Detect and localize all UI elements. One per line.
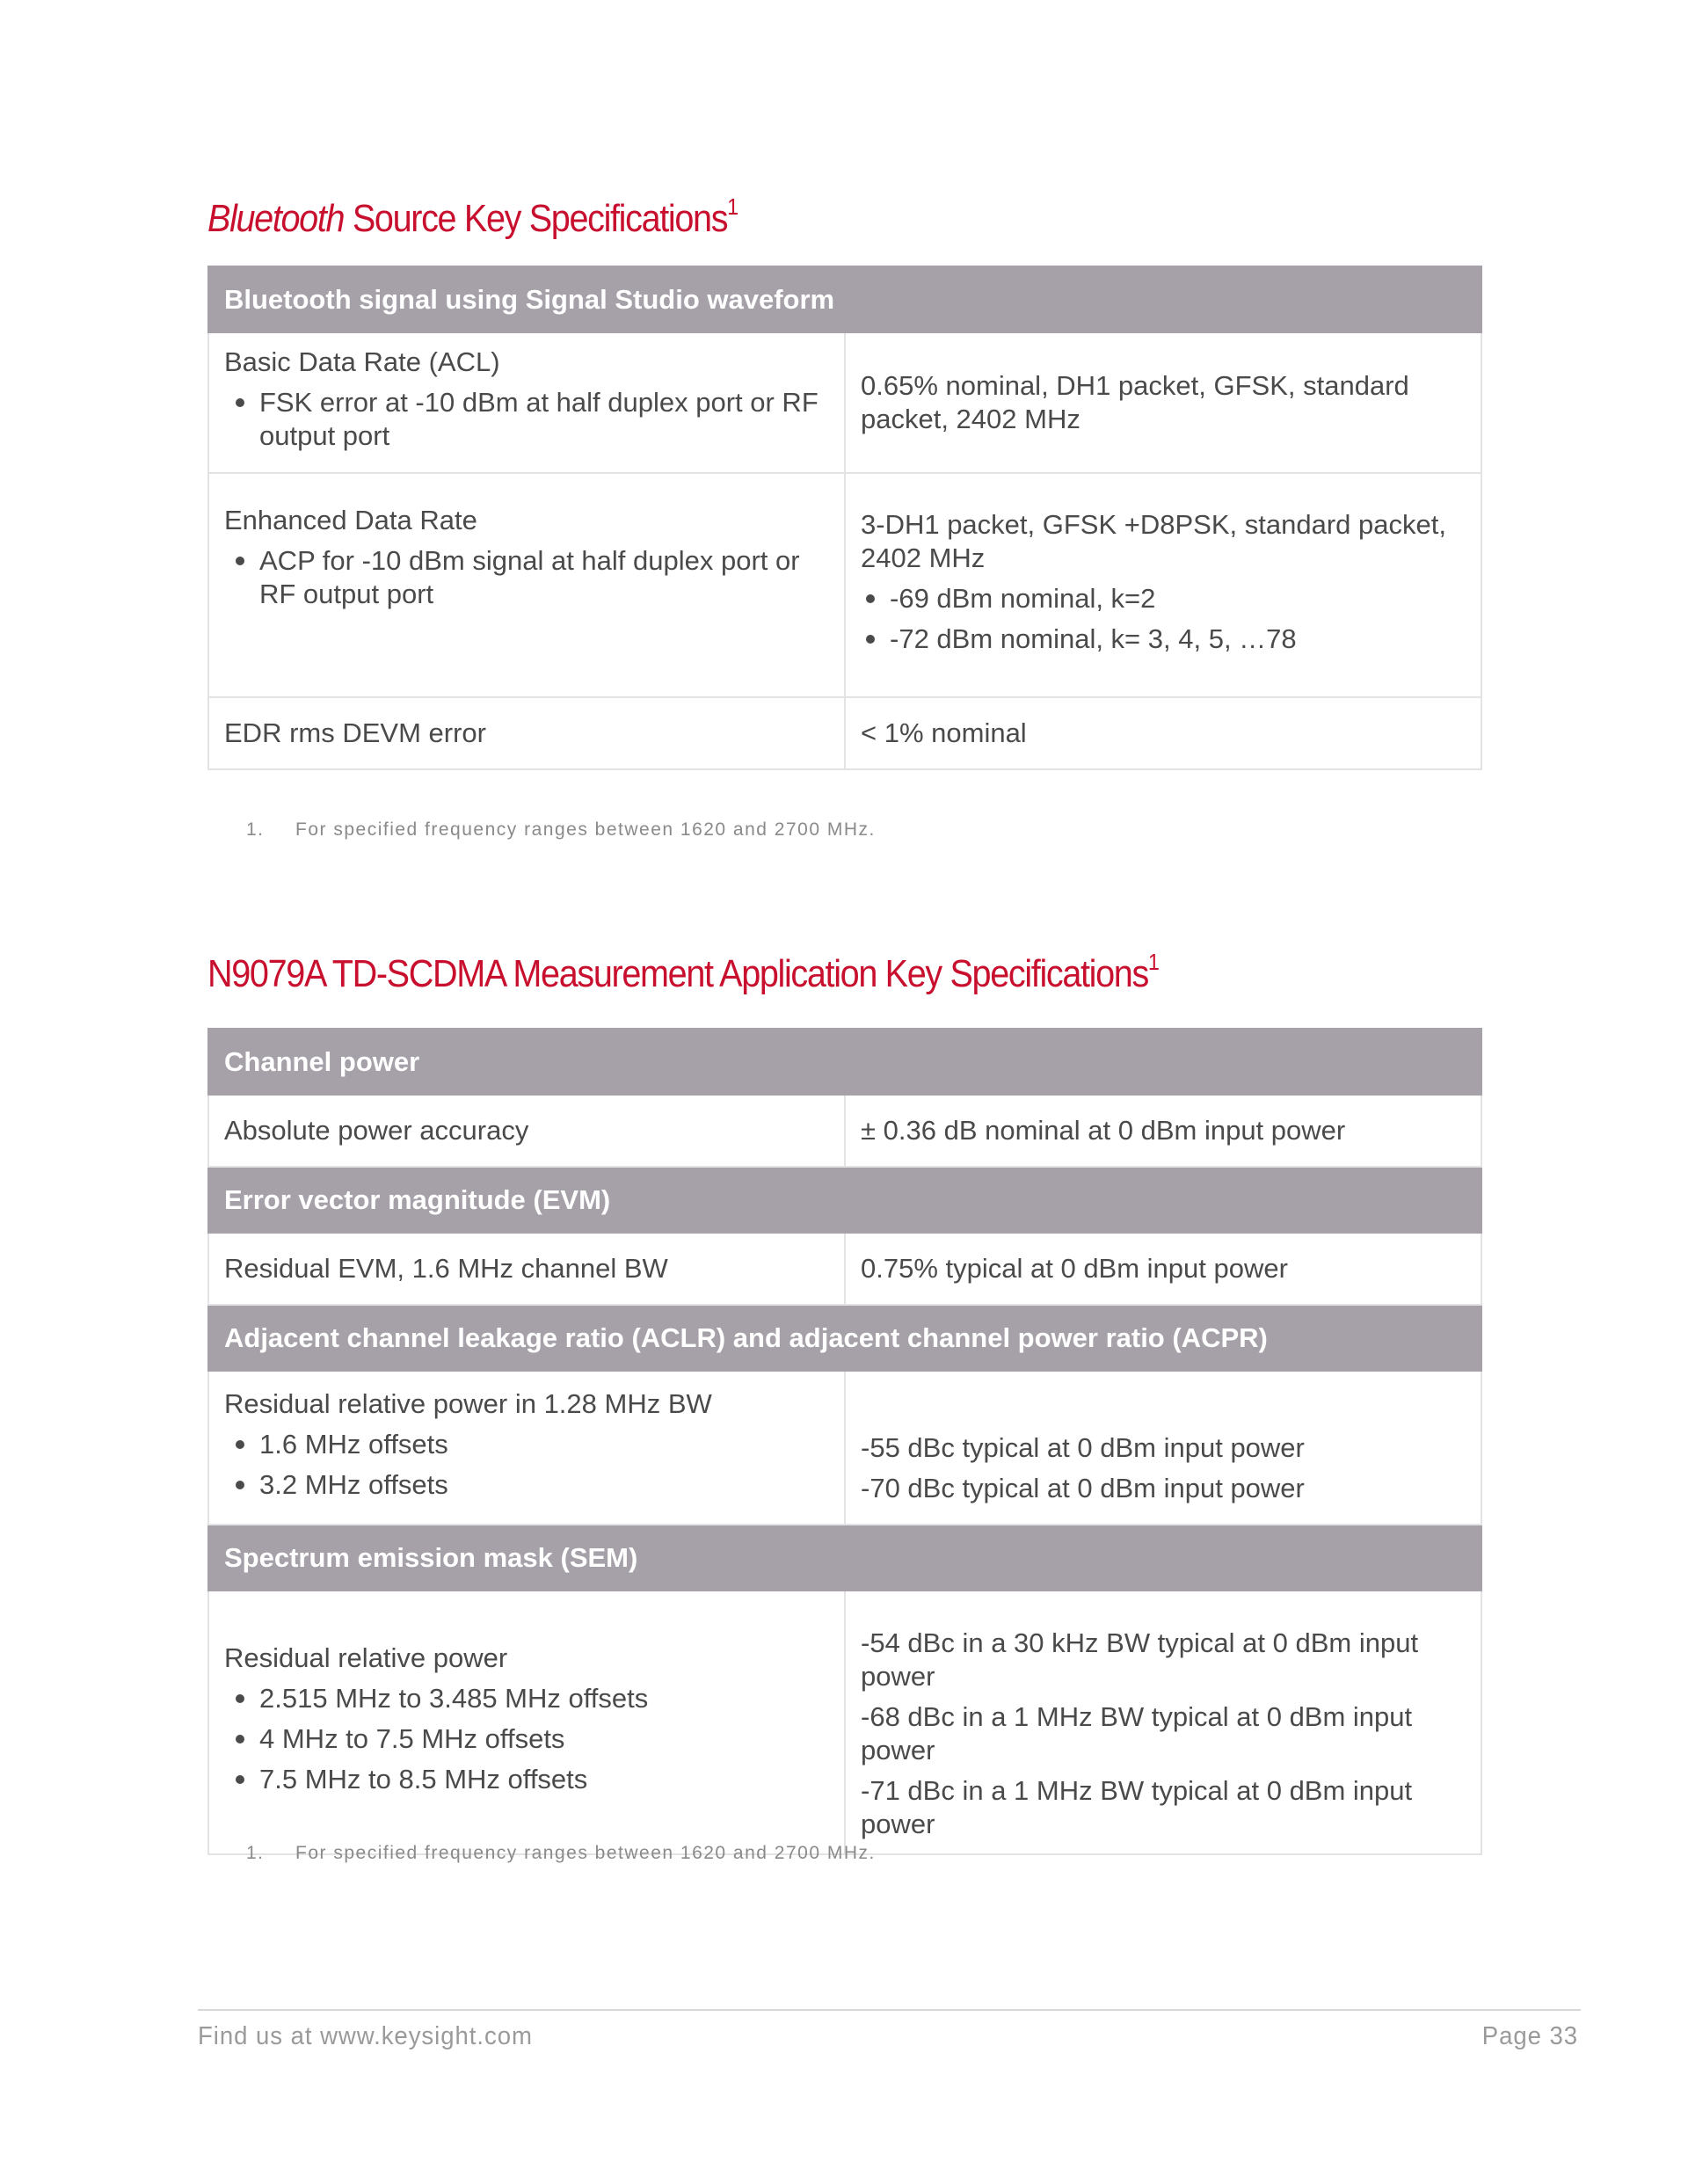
footnote-number: 1. <box>246 819 265 840</box>
spec-label-cell: EDR rms DEVM error <box>208 697 845 769</box>
list-item: -72 dBm nominal, k= 3, 4, 5, …78 <box>890 622 1466 656</box>
spec-value-cell <box>845 473 1481 697</box>
footnote-number: 1. <box>246 1843 265 1863</box>
spec-value-cell <box>845 1371 1481 1525</box>
footer-divider <box>198 2009 1581 2011</box>
title-italic-part: Bluetooth <box>207 197 345 240</box>
footer-website-text: Find us at www.keysight.com <box>198 2022 533 2050</box>
table-header-cell: Channel power <box>208 1029 1481 1095</box>
list-item: -69 dBm nominal, k=2 <box>890 582 1466 615</box>
table-row <box>208 1095 1481 1167</box>
spec-value: -71 dBc in a 1 MHz BW typical at 0 dBm input power <box>861 1775 1413 1839</box>
list-item: 2.515 MHz to 3.485 MHz offsets <box>259 1682 829 1715</box>
bluetooth-section-title <box>207 193 738 241</box>
table-header-cell: Bluetooth signal using Signal Studio waveform <box>208 266 1481 332</box>
bullet-list <box>224 386 829 453</box>
spec-label-cell <box>208 473 845 697</box>
bluetooth-footnote <box>246 819 876 841</box>
bullet-list <box>224 1682 829 1796</box>
table-row <box>208 473 1481 697</box>
spec-value-cell <box>845 1591 1481 1854</box>
table-header-cell: Adjacent channel leakage ratio (ACLR) and adjacent channel power ratio (ACPR) <box>208 1305 1481 1371</box>
page-number: Page 33 <box>1481 2022 1578 2050</box>
table-header-cell: Spectrum emission mask (SEM) <box>208 1525 1481 1591</box>
title-footnote-marker: 1 <box>727 193 738 220</box>
bullet-list <box>224 1428 829 1502</box>
title-footnote-marker: 1 <box>1147 949 1159 975</box>
spec-label-cell <box>208 1371 845 1525</box>
title-rest-part: Source Key Specifications <box>352 197 728 240</box>
spec-value: -70 dBc typical at 0 dBm input power <box>861 1472 1305 1503</box>
list-item: 3.2 MHz offsets <box>259 1468 829 1502</box>
spec-label-cell: Absolute power accuracy <box>208 1095 845 1167</box>
spec-label-cell <box>208 332 845 473</box>
spec-value: -54 dBc in a 30 kHz BW typical at 0 dBm input power <box>861 1627 1419 1692</box>
table-header-row <box>208 1525 1481 1591</box>
list-item: 7.5 MHz to 8.5 MHz offsets <box>259 1763 829 1796</box>
spec-value-cell <box>845 332 1481 473</box>
footnote-text: For specified frequency ranges between 1620 and 2700 MHz. <box>295 819 876 840</box>
table-header-row <box>208 1167 1481 1233</box>
table-row <box>208 332 1481 473</box>
spec-value: 3-DH1 packet, GFSK +D8PSK, standard packet, 2402 MHz <box>861 508 1446 573</box>
bullet-list <box>224 544 829 611</box>
bullet-list <box>861 582 1466 656</box>
table-row <box>208 697 1481 769</box>
table-row <box>208 1371 1481 1525</box>
list-item: ACP for -10 dBm signal at half duplex port or RF output port <box>259 544 829 611</box>
spec-value: -68 dBc in a 1 MHz BW typical at 0 dBm input power <box>861 1701 1413 1765</box>
list-item: FSK error at -10 dBm at half duplex port or RF output port <box>259 386 829 453</box>
tdscdma-section-title <box>207 949 1159 996</box>
list-item: 1.6 MHz offsets <box>259 1428 829 1461</box>
spec-value-cell: ± 0.36 dB nominal at 0 dBm input power <box>845 1095 1481 1167</box>
spec-label-cell <box>208 1591 845 1854</box>
list-item: 4 MHz to 7.5 MHz offsets <box>259 1722 829 1756</box>
spec-value-cell: < 1% nominal <box>845 697 1481 769</box>
spec-label: Residual relative power in 1.28 MHz BW <box>224 1387 712 1419</box>
bluetooth-spec-table <box>207 266 1482 770</box>
tdscdma-footnote <box>246 1843 876 1864</box>
table-header-row <box>208 266 1481 332</box>
spec-label: Enhanced Data Rate <box>224 504 477 535</box>
footnote-text: For specified frequency ranges between 1620 and 2700 MHz. <box>295 1843 876 1863</box>
tdscdma-spec-table <box>207 1028 1482 1855</box>
spec-label: Basic Data Rate (ACL) <box>224 346 500 377</box>
title-text: N9079A TD-SCDMA Measurement Application Key Specifications <box>207 952 1148 995</box>
table-header-cell: Error vector magnitude (EVM) <box>208 1167 1481 1233</box>
spec-label: Residual relative power <box>224 1642 508 1673</box>
spec-value: 0.65% nominal, DH1 packet, GFSK, standard packet, 2402 MHz <box>861 370 1409 434</box>
spec-label-cell: Residual EVM, 1.6 MHz channel BW <box>208 1233 845 1305</box>
table-header-row <box>208 1305 1481 1371</box>
table-row <box>208 1591 1481 1854</box>
table-header-row <box>208 1029 1481 1095</box>
spec-value-cell: 0.75% typical at 0 dBm input power <box>845 1233 1481 1305</box>
table-row <box>208 1233 1481 1305</box>
spec-value: -55 dBc typical at 0 dBm input power <box>861 1431 1305 1463</box>
